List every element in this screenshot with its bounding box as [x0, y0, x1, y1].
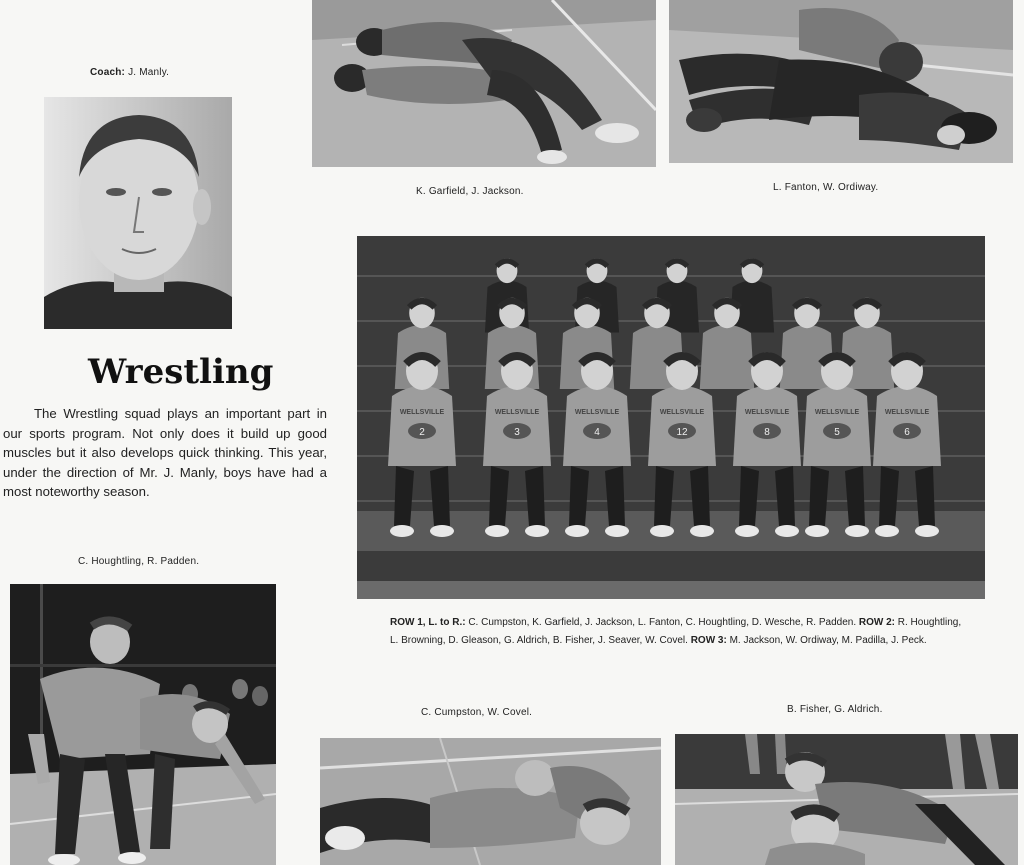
- roster-row1-names: C. Cumpston, K. Garfield, J. Jackson, L. Fanton, C. Houghtling, D. Wesche, R. Padden.: [468, 617, 857, 628]
- caption-houghtling-padden: C. Houghtling, R. Padden.: [78, 556, 200, 567]
- team-roster-caption: [390, 614, 970, 650]
- jersey-number: 3: [514, 427, 520, 438]
- match-photo-cumpston-covel: [320, 738, 661, 865]
- caption-fisher-aldrich: B. Fisher, G. Aldrich.: [787, 704, 883, 715]
- match-photo-fanton-ordiway: [669, 0, 1013, 163]
- jersey-lettering: WELLSVILLE: [884, 409, 930, 416]
- intro-paragraph: The Wrestling squad plays an important part in our sports program. Not only does it build up good muscles but it also develops quick thinking. This year, under the direction of Mr. J. Manly, boys have had a most noteworthy season.: [3, 406, 327, 499]
- coach-caption-name: J. Manly.: [128, 67, 170, 78]
- coach-portrait-photo: [44, 97, 232, 329]
- roster-row3-names: M. Jackson, W. Ordiway, M. Padilla, J. Peck.: [729, 635, 927, 646]
- jersey-lettering: WELLSVILLE: [659, 409, 705, 416]
- roster-row2-names: R. Houghtling, L. Browning, D. Gleason, G. Aldrich, B. Fisher, J. Seaver, W. Covel.: [390, 617, 962, 646]
- jersey-lettering: WELLSVILLE: [744, 409, 790, 416]
- jersey-number: 12: [676, 427, 688, 438]
- match-photo-houghtling-padden: [10, 584, 276, 865]
- caption-garfield-jackson: K. Garfield, J. Jackson.: [416, 186, 524, 197]
- match-photo-garfield-jackson: [312, 0, 656, 167]
- roster-row1-label: ROW 1, L. to R.:: [390, 617, 466, 628]
- match-photo-fisher-aldrich: [675, 734, 1018, 865]
- jersey-lettering: WELLSVILLE: [399, 409, 445, 416]
- caption-cumpston-covel: C. Cumpston, W. Covel.: [421, 707, 533, 718]
- jersey-number: 5: [834, 427, 840, 438]
- jersey-number: 8: [764, 427, 770, 438]
- caption-fanton-ordiway: L. Fanton, W. Ordiway.: [773, 182, 879, 193]
- jersey-number: 6: [904, 427, 910, 438]
- roster-row2-label: ROW 2:: [858, 617, 895, 628]
- jersey-lettering: WELLSVILLE: [494, 409, 540, 416]
- page-title: Wrestling: [88, 352, 274, 392]
- team-group-photo: [357, 236, 985, 599]
- jersey-number: 4: [594, 427, 600, 438]
- jersey-lettering: WELLSVILLE: [574, 409, 620, 416]
- jersey-number: 2: [419, 427, 425, 438]
- coach-caption: [90, 67, 169, 78]
- coach-caption-label: Coach:: [90, 67, 126, 78]
- jersey-lettering: WELLSVILLE: [814, 409, 860, 416]
- roster-row3-label: ROW 3:: [690, 635, 727, 646]
